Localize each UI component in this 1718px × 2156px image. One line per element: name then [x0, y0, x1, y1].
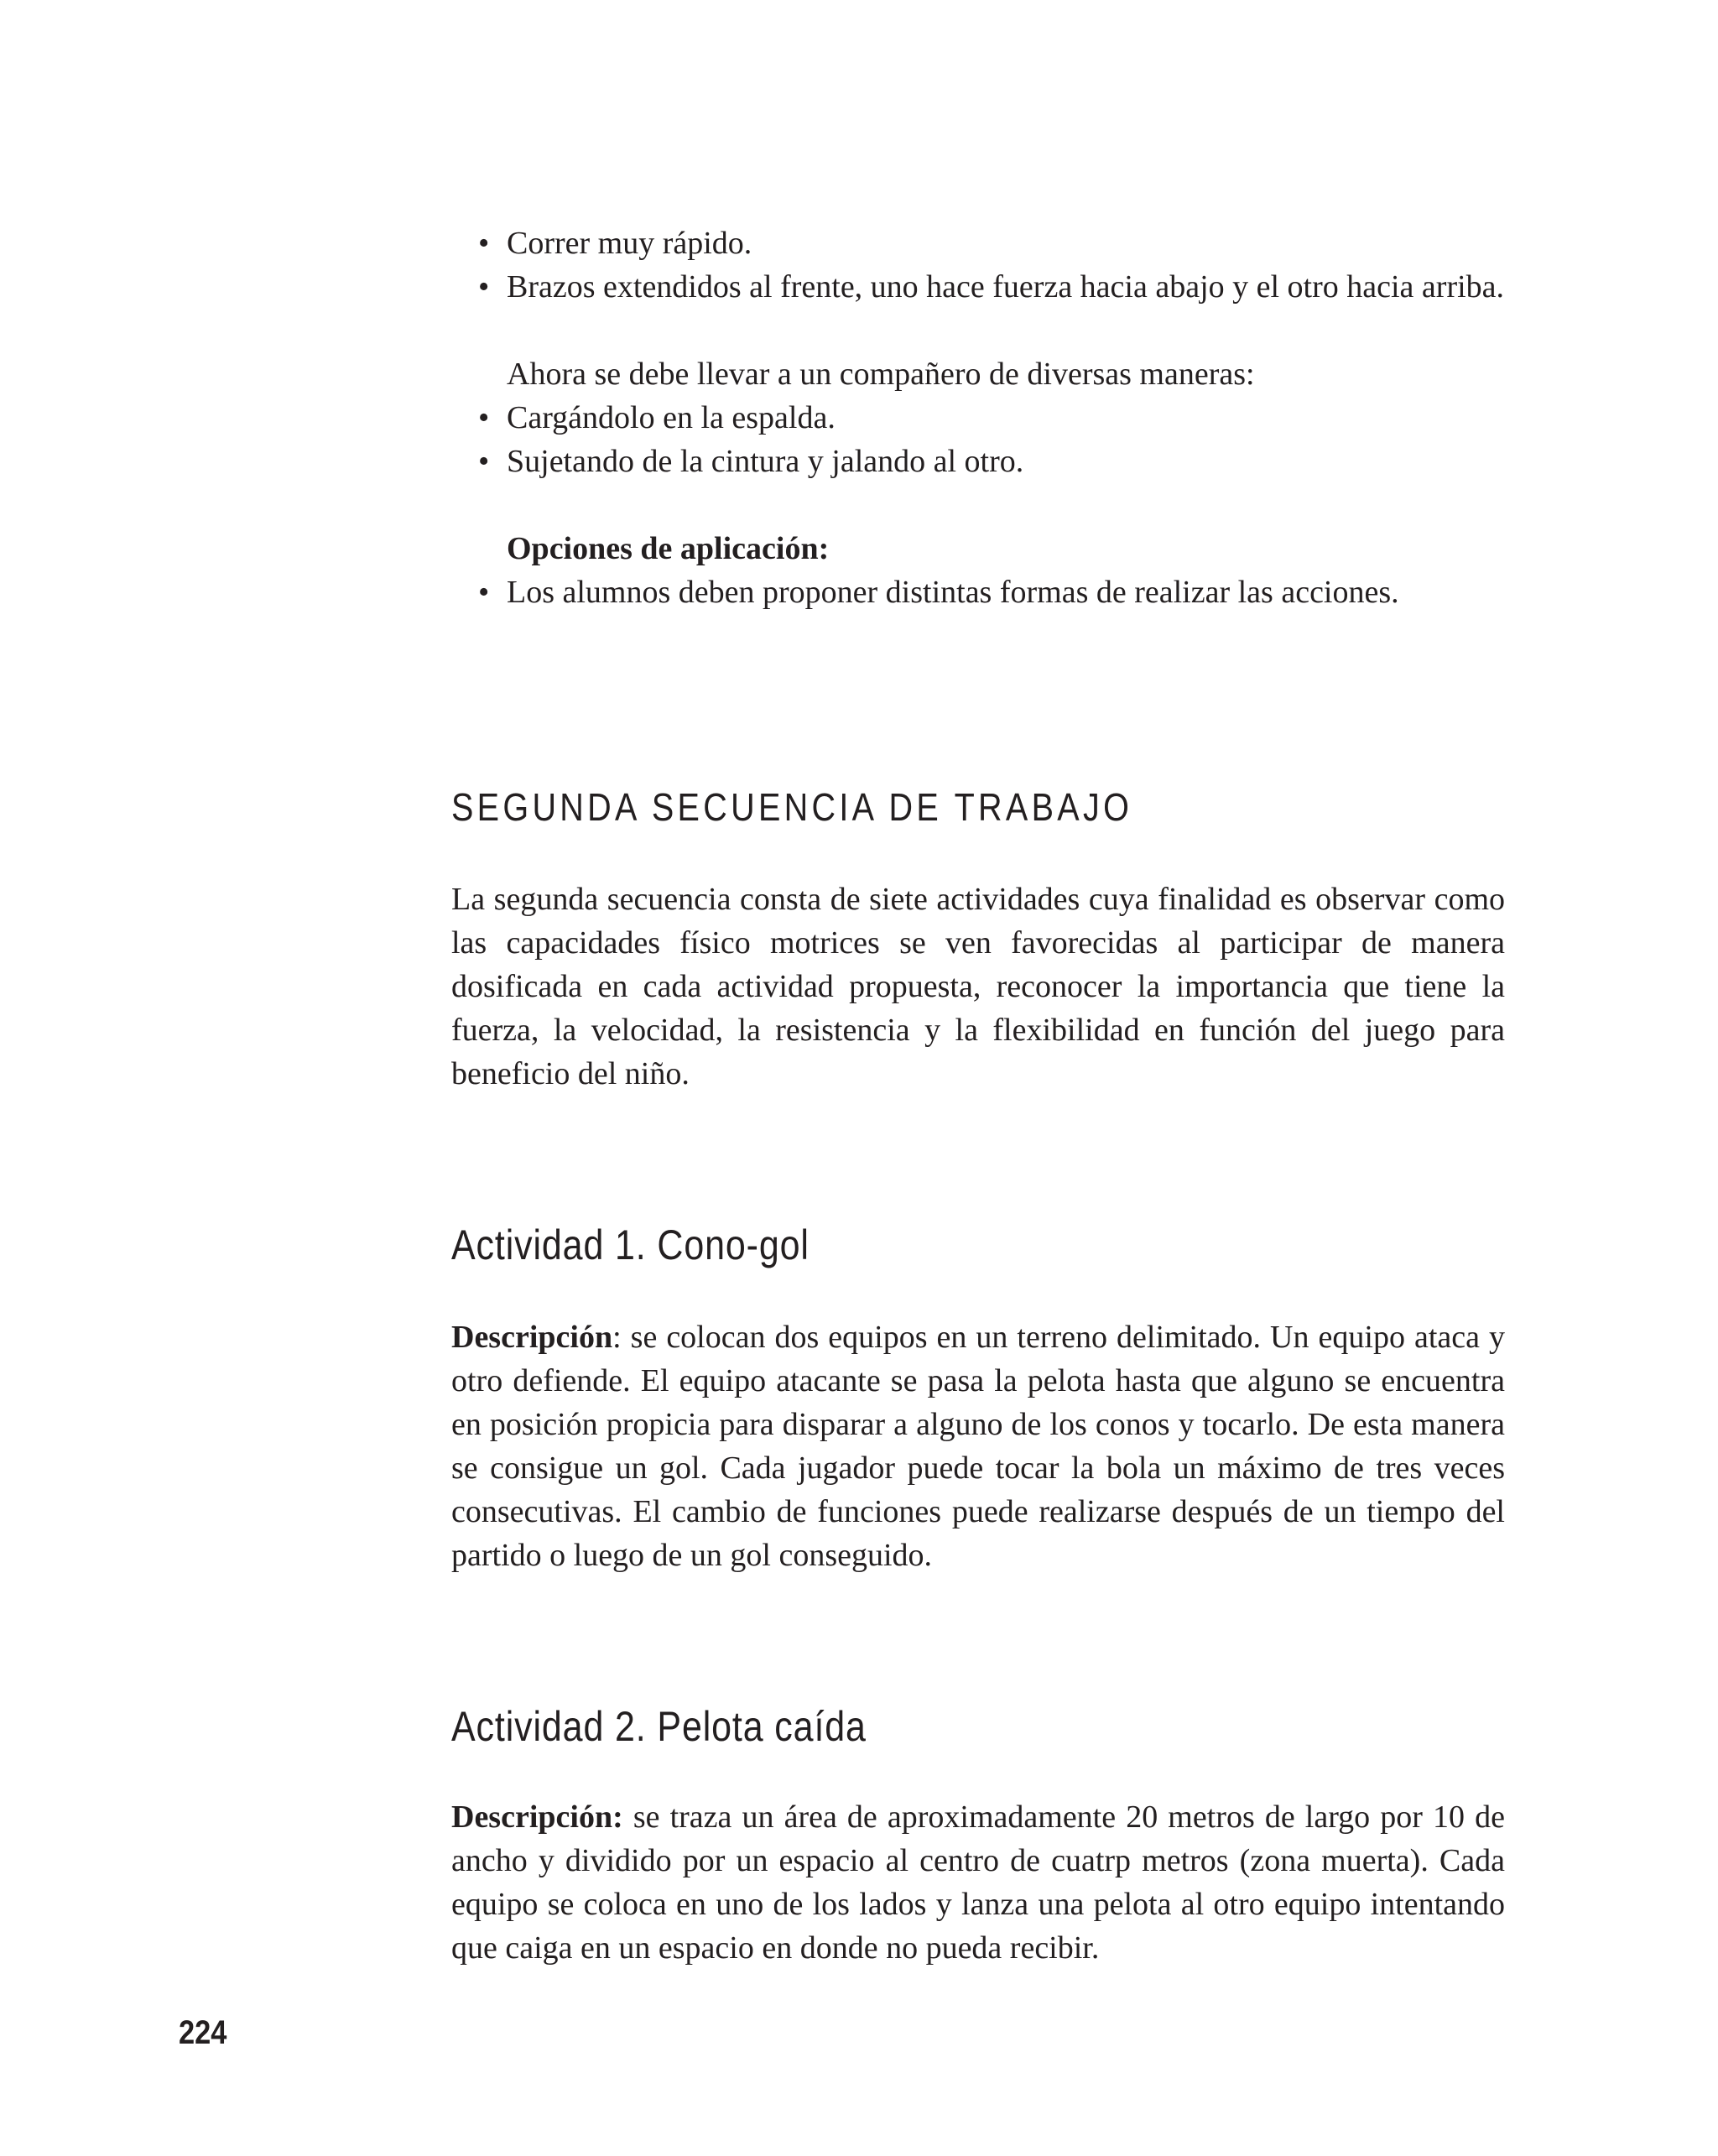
list-item-text: Correr muy rápido. [507, 226, 752, 261]
carry-intro: Ahora se debe llevar a un compañero de diversas maneras: [507, 357, 1255, 392]
activity-1-description [451, 1315, 1505, 1577]
list-item-text: Sujetando de la cintura y jalando al otro. [507, 444, 1024, 479]
bullet-icon: • [478, 226, 490, 261]
list-item-text: Cargándolo en la espalda. [507, 400, 836, 435]
description-label: Descripción: [451, 1799, 623, 1835]
section-paragraph: La segunda secuencia consta de siete actividades cuya finalidad es observar como las capacidades físico motrices se ven favorecidas al participar de manera dosificada en cada actividad propuesta, reconocer la importancia que tiene la fuerza, la velocidad, la resistencia y la flexibilidad en función del juego para beneficio del niño. [451, 882, 1505, 1091]
carry-bullet-list [478, 396, 1527, 483]
list-item [478, 570, 1527, 614]
section-title: SEGUNDA SECUENCIA DE TRABAJO [451, 785, 1133, 829]
top-bullet-list [478, 221, 1527, 309]
page-number: 224 [179, 2014, 227, 2051]
options-bullet-list [478, 570, 1527, 614]
list-item [478, 265, 1527, 309]
description-text: : se colocan dos equipos en un terreno delimitado. Un equipo ataca y otro defiende. El equipo atacante se pasa la pelota hasta que alguno se encuentra en posición propicia para disparar a alguno de los conos y tocarlo. De esta manera se consigue un gol. Cada jugador puede tocar la bola un máximo de tres veces consecutivas. El cambio de funciones puede realizarse después de un tiempo del partido o luego de un gol conseguido. [451, 1320, 1505, 1573]
activity-1-title: Actividad 1. Cono-gol [451, 1221, 810, 1268]
list-item-text: Los alumnos deben proponer distintas formas de realizar las acciones. [507, 575, 1399, 610]
list-item-text: Brazos extendidos al frente, uno hace fuerza hacia abajo y el otro hacia arriba. [507, 269, 1505, 305]
list-item [478, 396, 1527, 440]
description-label: Descripción [451, 1320, 613, 1355]
description-text: se traza un área de aproximadamente 20 metros de largo por 10 de ancho y dividido por un espacio al centro de cuatrp metros (zona muerta). Cada equipo se coloca en uno de los lados y lanza una pelota al otro equipo intentando que caiga en un espacio en donde no pueda recibir. [451, 1799, 1505, 1966]
bullet-icon: • [478, 269, 490, 305]
bullet-icon: • [478, 575, 490, 610]
activity-2-title: Actividad 2. Pelota caída [451, 1703, 867, 1750]
list-item [478, 440, 1527, 483]
list-item [478, 221, 1527, 265]
activity-2-description [451, 1795, 1505, 1970]
options-heading: Opciones de aplicación: [507, 531, 830, 566]
bullet-icon: • [478, 444, 490, 479]
bullet-icon: • [478, 400, 490, 435]
